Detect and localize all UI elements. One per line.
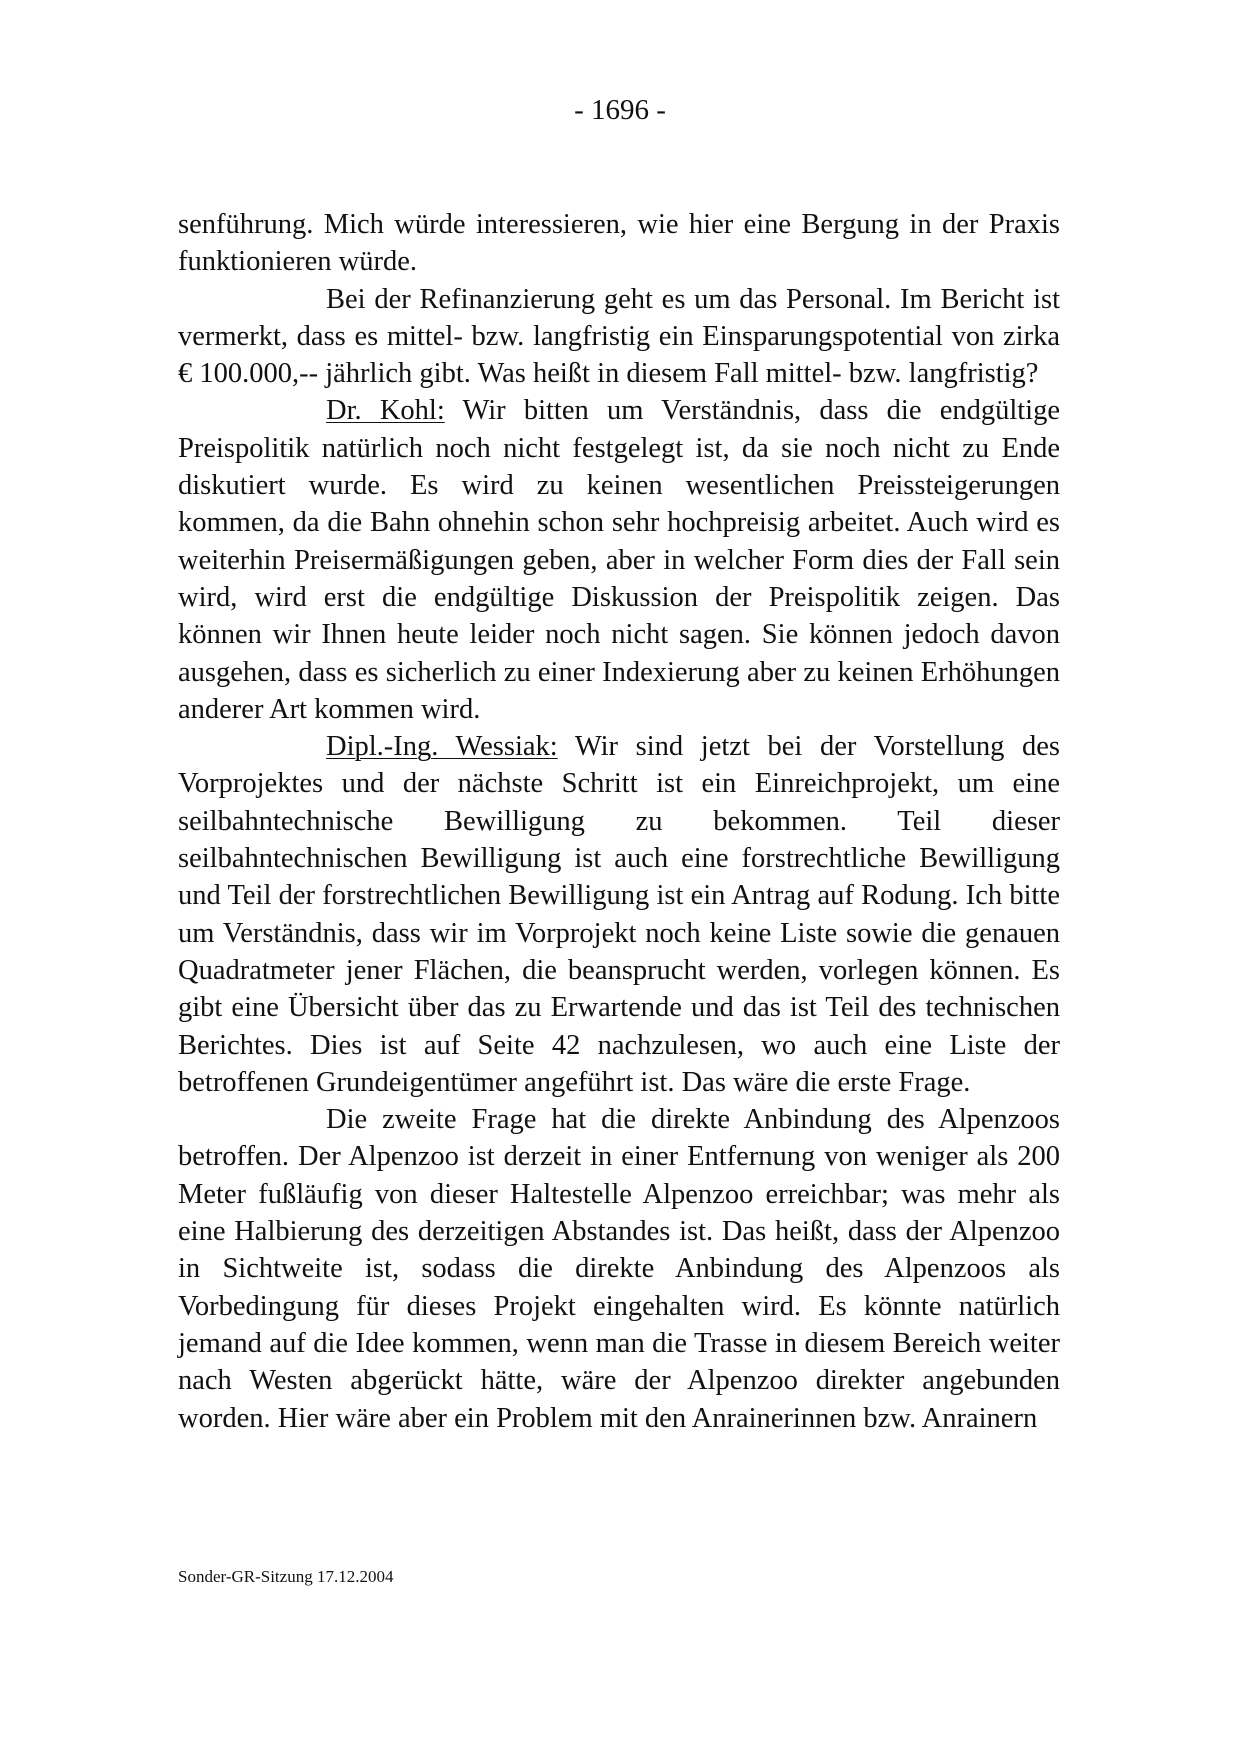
speaker-name: Dipl.-Ing. Wessiak: [326,731,558,763]
paragraph: Die zweite Frage hat die direkte Anbindung des Alpenzoos betroffen. Der Alpenzoo ist derzeit in einer Entfernung von weniger als 200 Meter fußläufig von dieser Haltestelle Alpenzoo erreichbar; was mehr als eine Halbierung des derzeitigen Abstandes ist. Das heißt, dass der Alpenzoo in Sichtweite ist, sodass die direkte Anbindung des Alpenzoos als Vorbedingung für dieses Projekt eingehalten wird. Es könnte natürlich jemand auf die Idee kommen, wenn man die Trasse in diesem Bereich weiter nach Westen abgerückt hätte, wäre der Alpenzoo direkter angebunden worden. Hier wäre aber ein Problem mit den Anrainerinnen bzw. Anrainern [178,1104,1060,1434]
speaker-name: Dr. Kohl: [326,395,445,427]
paragraph: Bei der Refinanzierung geht es um das Personal. Im Bericht ist vermerkt, dass es mittel- bzw. langfristig ein Einsparungspotential von zirka € 100.000,-- jährlich gibt. Was heißt in diesem Fall mittel- bzw. langfristig? [178,283,1060,390]
speaker-statement: Wir bitten um Verständnis, dass die endgültige Preispolitik natürlich noch nicht festgelegt ist, da sie noch nicht zu Ende diskutiert wurde. Es wird zu keinen wesentlichen Preissteigerungen kommen, da die Bahn ohnehin schon sehr hochpreisig arbeitet. Auch wird es weiterhin Preisermäßigungen geben, aber in welcher Form dies der Fall sein wird, wird erst die endgültige Diskussion der Preispolitik zeigen. Das können wir Ihnen heute leider noch nicht sagen. Sie können jedoch davon ausgehen, dass es sicherlich zu einer Indexierung aber zu keinen Erhöhungen anderer Art kommen wird. [178,395,1060,725]
speaker-statement: Wir sind jetzt bei der Vorstellung des Vorprojektes und der nächste Schritt ist ein Einreichprojekt, um eine seilbahntechnische Bewilligung zu bekommen. Teil dieser seilbahntechnischen Bewilligung ist auch eine forstrechtliche Bewilligung und Teil der forstrechtlichen Bewilligung ist ein Antrag auf Rodung. Ich bitte um Verständnis, dass wir im Vorprojekt noch keine Liste sowie die genauen Quadratmeter jener Flächen, die beansprucht werden, vorlegen können. Es gibt eine Übersicht über das zu Erwartende und das ist Teil des technischen Berichtes. Dies ist auf Seite 42 nachzulesen, wo auch eine Liste der betroffenen Grundeigentümer angeführt ist. Das wäre die erste Frage. [178,731,1060,1098]
footer-session-label: Sonder-GR-Sitzung 17.12.2004 [178,1567,394,1586]
speaker-paragraph [178,728,1060,1101]
paragraph: senführung. Mich würde interessieren, wie hier eine Bergung in der Praxis funktionieren würde. [178,209,1060,278]
speaker-paragraph [178,392,1060,728]
page-number: - 1696 - [574,94,666,126]
document-body [178,206,1060,1437]
